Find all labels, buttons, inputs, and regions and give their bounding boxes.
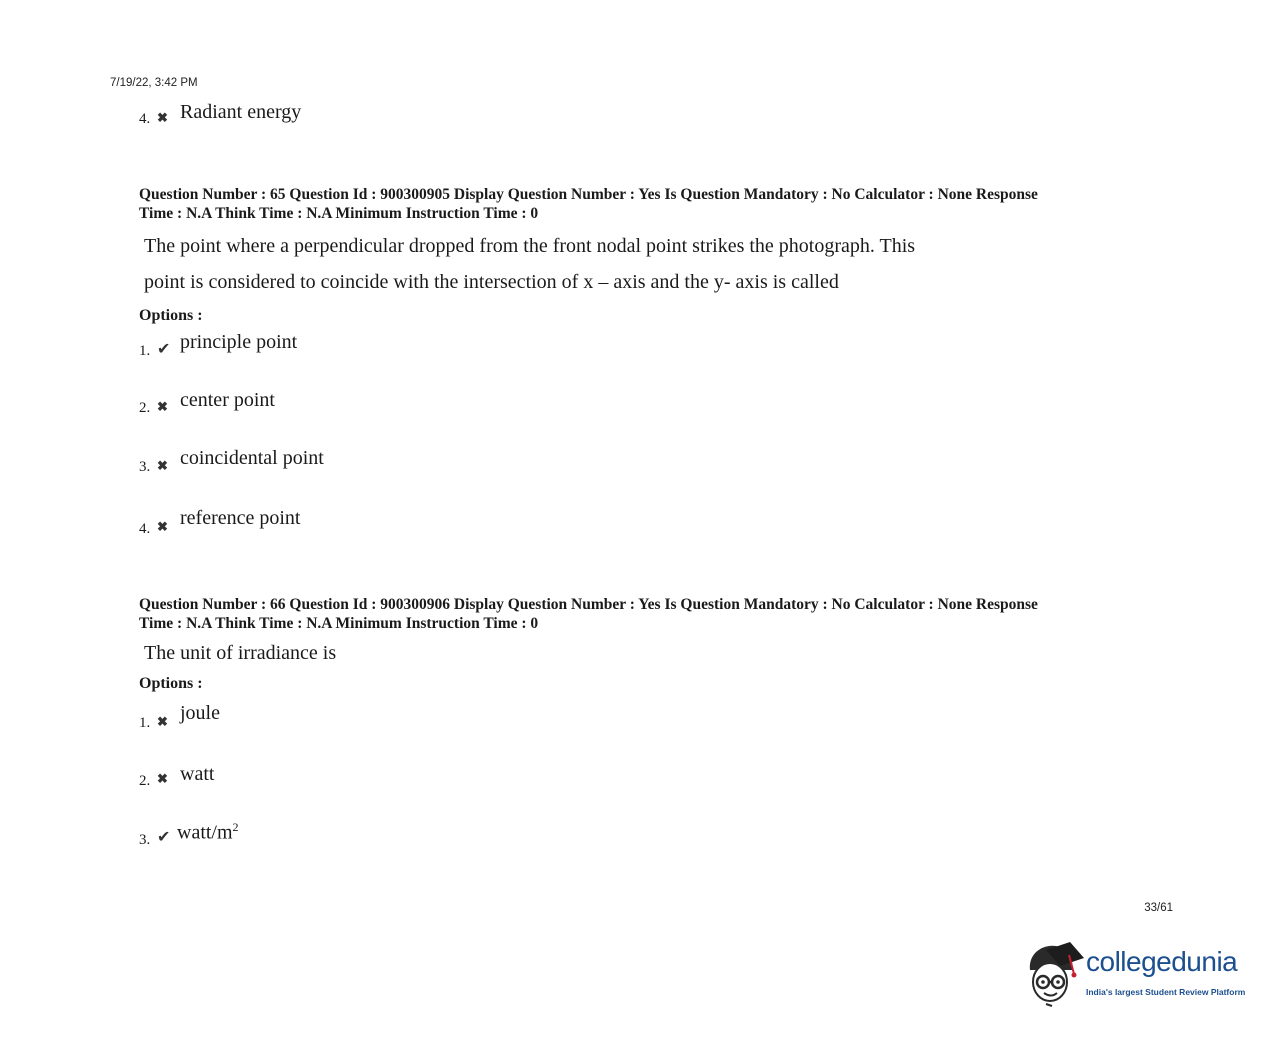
question-meta <box>139 185 1169 223</box>
collegedunia-logo <box>1024 940 1254 1010</box>
option-text: joule <box>180 702 220 724</box>
question-meta-line: Time : N.A Think Time : N.A Minimum Instruction Time : 0 <box>139 205 539 222</box>
option-text-base: watt/m <box>177 821 233 844</box>
cross-icon: ✖ <box>157 714 168 729</box>
option-number: 3. <box>139 459 151 475</box>
option-number: 4. <box>139 111 151 127</box>
mascot-icon <box>1024 940 1084 1008</box>
check-icon: ✔ <box>157 341 171 358</box>
question-meta-line: Time : N.A Think Time : N.A Minimum Instruction Time : 0 <box>139 615 539 632</box>
logo-tagline: India's largest Student Review Platform <box>1086 987 1246 997</box>
cross-icon: ✖ <box>157 771 168 786</box>
option-text: reference point <box>180 507 301 529</box>
question-meta-line: Question Number : 66 Question Id : 900300906 Display Question Number : Yes Is Question Mandatory : No Calculator : None Response <box>139 596 1038 613</box>
cross-icon: ✖ <box>157 399 168 414</box>
option-text: center point <box>180 389 275 411</box>
print-timestamp: 7/19/22, 3:42 PM <box>110 77 198 89</box>
question-meta <box>139 595 1169 633</box>
option-number: 2. <box>139 400 151 416</box>
option-number: 2. <box>139 773 151 789</box>
options-label: Options : <box>139 307 203 324</box>
check-icon: ✔ <box>157 829 171 846</box>
cross-icon: ✖ <box>157 110 168 125</box>
option-number: 4. <box>139 521 151 537</box>
question-meta-line: Question Number : 65 Question Id : 900300905 Display Question Number : Yes Is Question Mandatory : No Calculator : None Response <box>139 186 1038 203</box>
option-text <box>177 820 239 845</box>
option-number: 1. <box>139 715 151 731</box>
option-text: coincidental point <box>180 447 324 469</box>
superscript: 2 <box>232 820 239 834</box>
option-text: principle point <box>180 331 298 353</box>
cross-icon: ✖ <box>157 458 168 473</box>
question-text: point is considered to coincide with the intersection of x – axis and the y- axis is called <box>144 271 839 293</box>
question-text: The point where a perpendicular dropped from the front nodal point strikes the photograph. This <box>144 235 916 257</box>
logo-wordmark: collegedunia <box>1086 946 1238 977</box>
option-text: watt <box>180 763 215 785</box>
question-text: The unit of irradiance is <box>144 642 337 664</box>
cross-icon: ✖ <box>157 519 168 534</box>
option-number: 1. <box>139 343 151 359</box>
options-label: Options : <box>139 675 203 692</box>
option-text: Radiant energy <box>180 101 302 123</box>
option-number: 3. <box>139 832 151 848</box>
page-number: 33/61 <box>1144 902 1173 914</box>
